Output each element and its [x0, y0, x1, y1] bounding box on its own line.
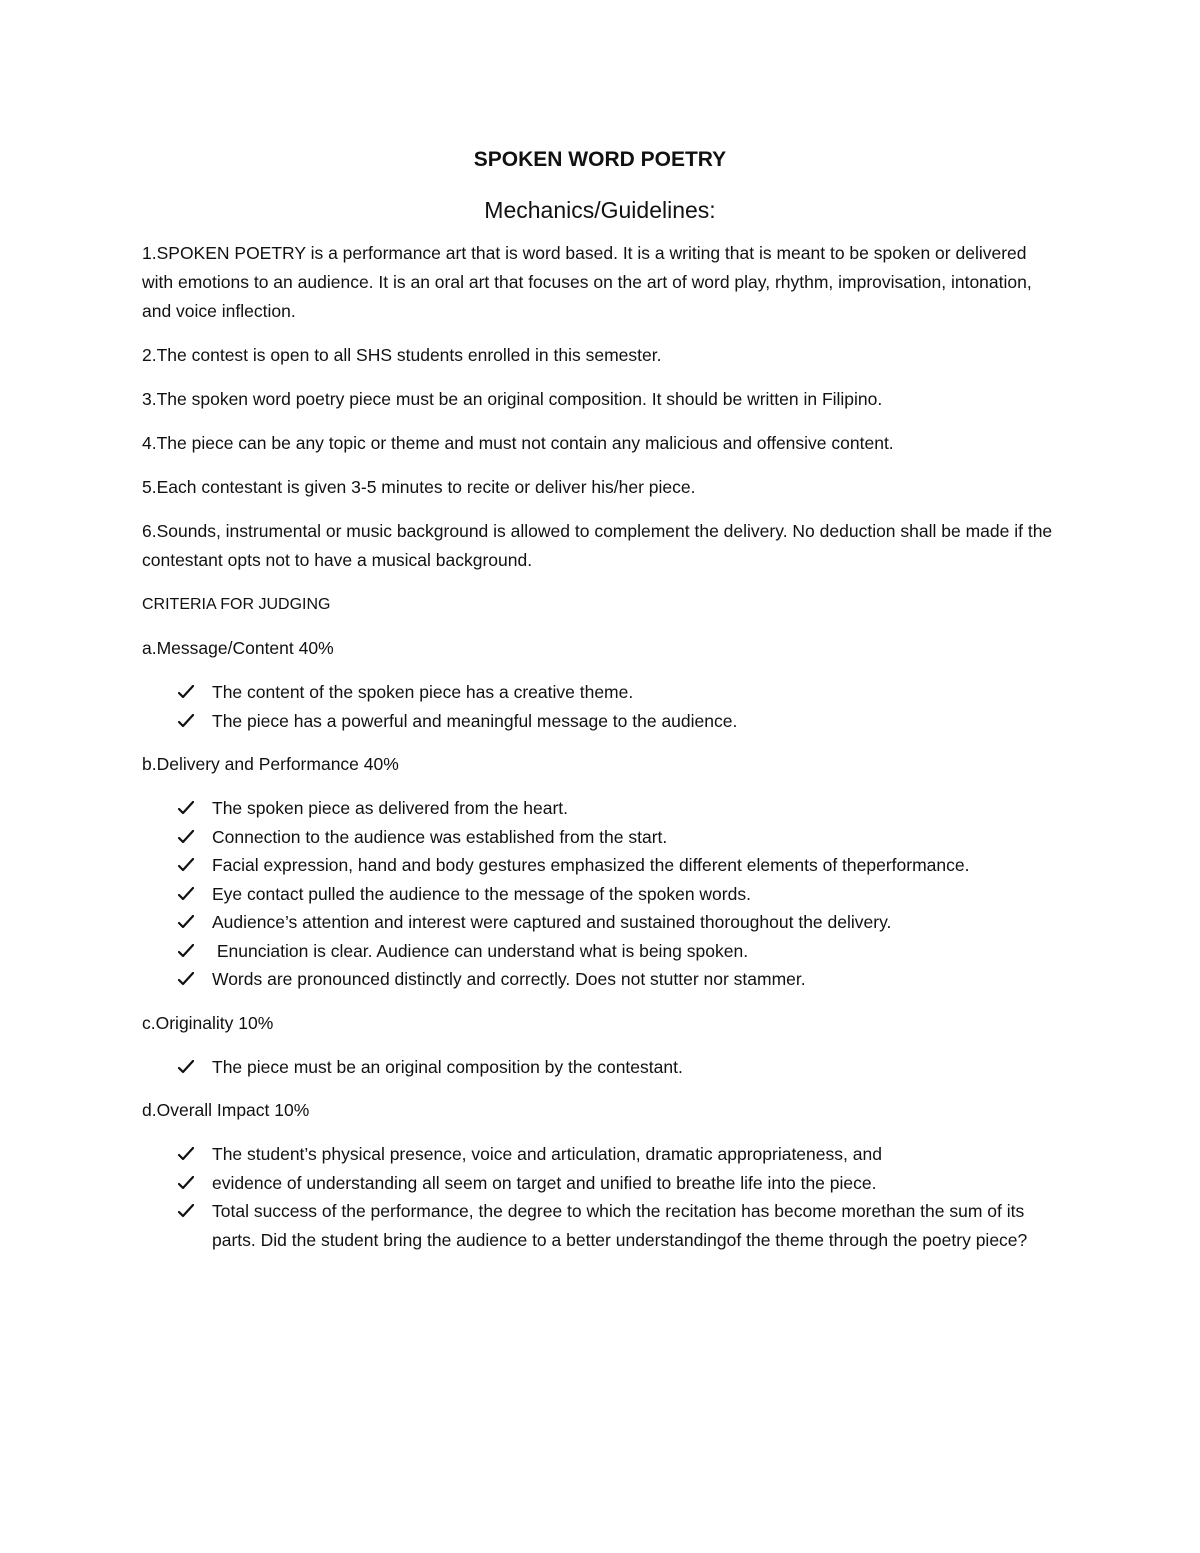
- check-mark-icon: [178, 1197, 196, 1225]
- check-mark-icon: [178, 1053, 196, 1081]
- guideline-item: 4.The piece can be any topic or theme and must not contain any malicious and offensive content.: [142, 433, 894, 453]
- criteria-section-heading: d.Overall Impact 10%: [142, 1100, 310, 1120]
- check-mark-icon: [178, 851, 196, 879]
- guidelines-list: [142, 239, 1058, 575]
- guideline-item: 6.Sounds, instrumental or music background is allowed to complement the delivery. No deduction shall be made if the contestant opts not to have a musical background.: [142, 521, 1053, 570]
- list-item-text: Connection to the audience was established from the start.: [212, 826, 668, 847]
- criteria-section-heading: b.Delivery and Performance 40%: [142, 754, 399, 774]
- list-item-text: Words are pronounced distinctly and correctly. Does not stutter nor stammer.: [212, 969, 806, 989]
- check-mark-icon: [178, 678, 196, 706]
- list-item-text: The student’s physical presence, voice and articulation, dramatic appropriateness, and: [212, 1144, 882, 1164]
- list-item-text: evidence of understanding all seem on target and unified to breathe life into the piece.: [212, 1172, 877, 1193]
- check-mark-icon: [178, 794, 196, 822]
- list-item: [142, 880, 1058, 909]
- list-item: [142, 908, 1058, 937]
- list-item-text: The piece must be an original composition by the contestant.: [212, 1056, 683, 1077]
- guideline-item: 5.Each contestant is given 3-5 minutes to recite or deliver his/her piece.: [142, 477, 696, 497]
- criteria-checklist: [142, 794, 1058, 994]
- check-mark-icon: [178, 880, 196, 908]
- criteria-list: [142, 634, 1058, 1254]
- criteria-checklist: [142, 1053, 1058, 1082]
- criteria-section-heading: c.Originality 10%: [142, 1012, 274, 1033]
- list-item-text: The spoken piece as delivered from the heart.: [212, 798, 569, 818]
- check-mark-icon: [178, 823, 196, 851]
- criteria-checklist: [142, 678, 1058, 735]
- list-item-text: Total success of the performance, the degree to which the recitation has become morethan the sum of its parts. Did the student bring the audience to a better understandingof the theme through the poetry piece?: [212, 1201, 1030, 1250]
- check-mark-icon: [178, 707, 196, 735]
- list-item-text: Audience’s attention and interest were captured and sustained thoroughout the delivery.: [212, 912, 892, 932]
- list-item-text: Eye contact pulled the audience to the message of the spoken words.: [212, 883, 751, 904]
- list-item: [142, 851, 1058, 880]
- list-item: [142, 678, 1058, 707]
- list-item: [142, 707, 1058, 736]
- list-item-text: The content of the spoken piece has a creative theme.: [212, 682, 634, 702]
- check-mark-icon: [178, 937, 196, 965]
- page-subtitle: Mechanics/Guidelines:: [484, 197, 716, 223]
- criteria-section-heading: a.Message/Content 40%: [142, 638, 334, 658]
- list-item: [142, 1053, 1058, 1082]
- list-item: [142, 794, 1058, 823]
- list-item: [142, 823, 1058, 852]
- list-item: [142, 1169, 1058, 1198]
- guideline-item: 2.The contest is open to all SHS students enrolled in this semester.: [142, 345, 662, 365]
- criteria-checklist: [142, 1140, 1058, 1254]
- list-item: [142, 965, 1058, 994]
- list-item: [142, 937, 1058, 966]
- guideline-item: 3.The spoken word poetry piece must be an original composition. It should be written in Filipino.: [142, 389, 883, 409]
- check-mark-icon: [178, 908, 196, 936]
- check-mark-icon: [178, 1140, 196, 1168]
- guideline-item: 1.SPOKEN POETRY is a performance art that is word based. It is a writing that is meant to be spoken or delivered with emotions to an audience. It is an oral art that focuses on the art of word play, rhythm, improvisation, intonation, and voice inflection.: [142, 243, 1032, 321]
- list-item-text: Enunciation is clear. Audience can understand what is being spoken.: [212, 940, 749, 961]
- list-item: [142, 1197, 1058, 1254]
- document-body: [142, 146, 1058, 1269]
- list-item-text: Facial expression, hand and body gestures emphasized the different elements of theperformance.: [212, 855, 970, 875]
- list-item-text: The piece has a powerful and meaningful message to the audience.: [212, 710, 738, 731]
- check-mark-icon: [178, 1169, 196, 1197]
- criteria-heading: CRITERIA FOR JUDGING: [142, 596, 331, 613]
- page-title: SPOKEN WORD POETRY: [473, 148, 727, 171]
- list-item: [142, 1140, 1058, 1169]
- check-mark-icon: [178, 965, 196, 993]
